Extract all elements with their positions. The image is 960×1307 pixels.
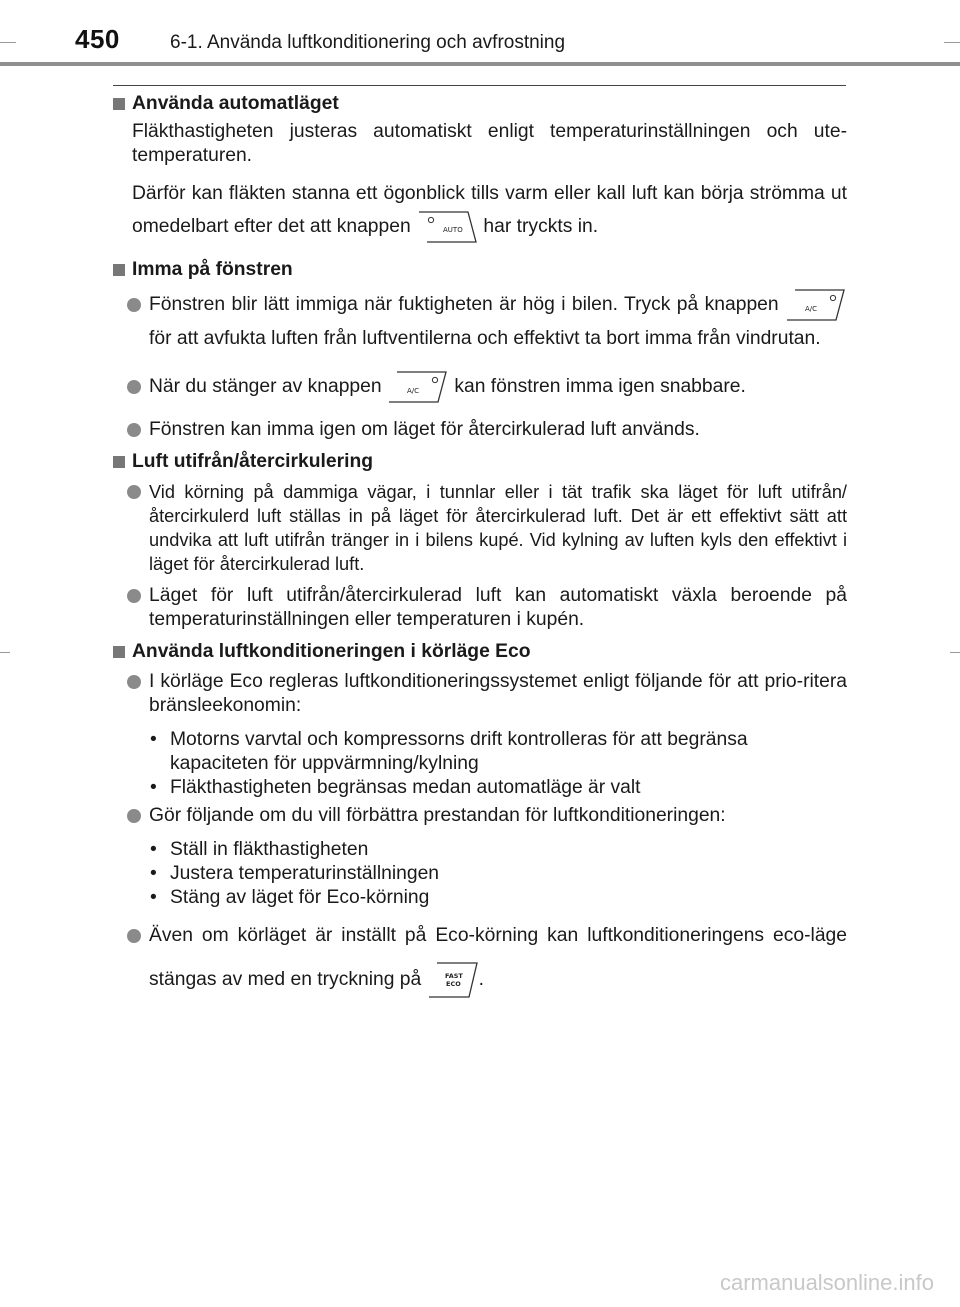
crop-mark xyxy=(0,652,10,653)
list-item: Gör följande om du vill förbättra prestandan för luftkonditioneringen: xyxy=(112,804,847,828)
chapter-title: 6-1. Använda luftkonditionering och avfrostning xyxy=(170,32,566,53)
list-item: Fönstren blir lätt immiga när fuktigheten är hög i bilen. Tryck på knappen A/C för att avfukta luften från luftventilerna och effektivt ta bort imma från vindrutan. xyxy=(112,288,847,356)
list-item: När du stänger av knappen A/C kan fönstren imma igen snabbare. xyxy=(112,370,847,404)
watermark: carmanualsonline.info xyxy=(719,1270,934,1295)
svg-text:A/C: A/C xyxy=(805,305,818,313)
sub-list-item: • Motorns varvtal och kompressorns drift kontrolleras för att begränsa kapaciteten för uppvärmning/kylning xyxy=(150,729,748,775)
circle-bullet-icon xyxy=(127,423,141,437)
section-heading-eco: Använda luftkonditioneringen i körläge Eco xyxy=(112,640,847,664)
square-bullet-icon xyxy=(113,456,125,468)
circle-bullet-icon xyxy=(127,589,141,603)
circle-bullet-icon xyxy=(127,485,141,499)
page-header xyxy=(0,0,960,68)
square-bullet-icon xyxy=(113,264,125,276)
svg-text:ECO: ECO xyxy=(445,980,461,989)
section-heading-recirc: Luft utifrån/återcirkulering xyxy=(112,450,847,474)
paragraph: Därför kan fläkten stanna ett ögonblick tills varm eller kall luft kan börja strömma ut omedelbart efter det att knappen AUTO har tryckts in. xyxy=(112,178,847,244)
circle-bullet-icon xyxy=(127,675,141,689)
list-item: Läget för luft utifrån/återcirkulerad luft kan automatiskt växla beroende på temperaturinställningen eller temperaturen i kupén. xyxy=(112,584,847,632)
circle-bullet-icon xyxy=(127,809,141,823)
page-number: 450 xyxy=(75,24,120,54)
list-item: Vid körning på dammiga vägar, i tunnlar eller i tät trafik ska läget för luft utifrån/återcirkulerd luft ställas in på läget för återcirkulerad luft. Det är ett effektivt sätt att undvika att luft utifrån tränger in i bilens kupé. Vid kylning av luften kyls den effektivt i läget för återcirkulerad luft. xyxy=(112,480,847,576)
ac-button-icon xyxy=(785,288,847,322)
svg-text:AUTO: AUTO xyxy=(443,226,463,234)
sub-list-item: • Stäng av läget för Eco-körning xyxy=(150,887,430,909)
svg-text:FAST: FAST xyxy=(444,972,463,981)
ac-button-icon xyxy=(387,370,449,404)
section-heading-fog: Imma på fönstren xyxy=(112,258,847,282)
section-heading-auto: Använda automatläget xyxy=(112,92,847,116)
square-bullet-icon xyxy=(113,98,125,110)
square-bullet-icon xyxy=(113,646,125,658)
page-content xyxy=(112,92,847,1002)
sub-list-item: • Ställ in fläkthastigheten xyxy=(150,839,369,861)
sub-list-item: • Fläkthastigheten begränsas medan automatläge är valt xyxy=(150,777,641,799)
list-item: I körläge Eco regleras luftkonditioneringssystemet enligt följande för att prio-ritera bränsleekonomin: xyxy=(112,670,847,718)
circle-bullet-icon xyxy=(127,298,141,312)
list-item: Även om körläget är inställt på Eco-körning kan luftkonditioneringens eco-läge stängas av med en tryckning på FAST ECO . xyxy=(112,914,847,1002)
crop-mark xyxy=(950,652,960,653)
circle-bullet-icon xyxy=(127,380,141,394)
header-rule xyxy=(113,85,846,86)
header-bar xyxy=(0,62,960,66)
list-item: Fönstren kan imma igen om läget för återcirkulerad luft används. xyxy=(112,418,847,442)
paragraph: Fläkthastigheten justeras automatiskt enligt temperaturinställningen och ute-temperaturen. xyxy=(132,121,847,166)
auto-button-icon xyxy=(416,210,478,244)
fast-eco-button-icon xyxy=(427,961,479,999)
circle-bullet-icon xyxy=(127,929,141,943)
sub-list-item: • Justera temperaturinställningen xyxy=(150,863,440,885)
svg-text:A/C: A/C xyxy=(406,387,420,396)
